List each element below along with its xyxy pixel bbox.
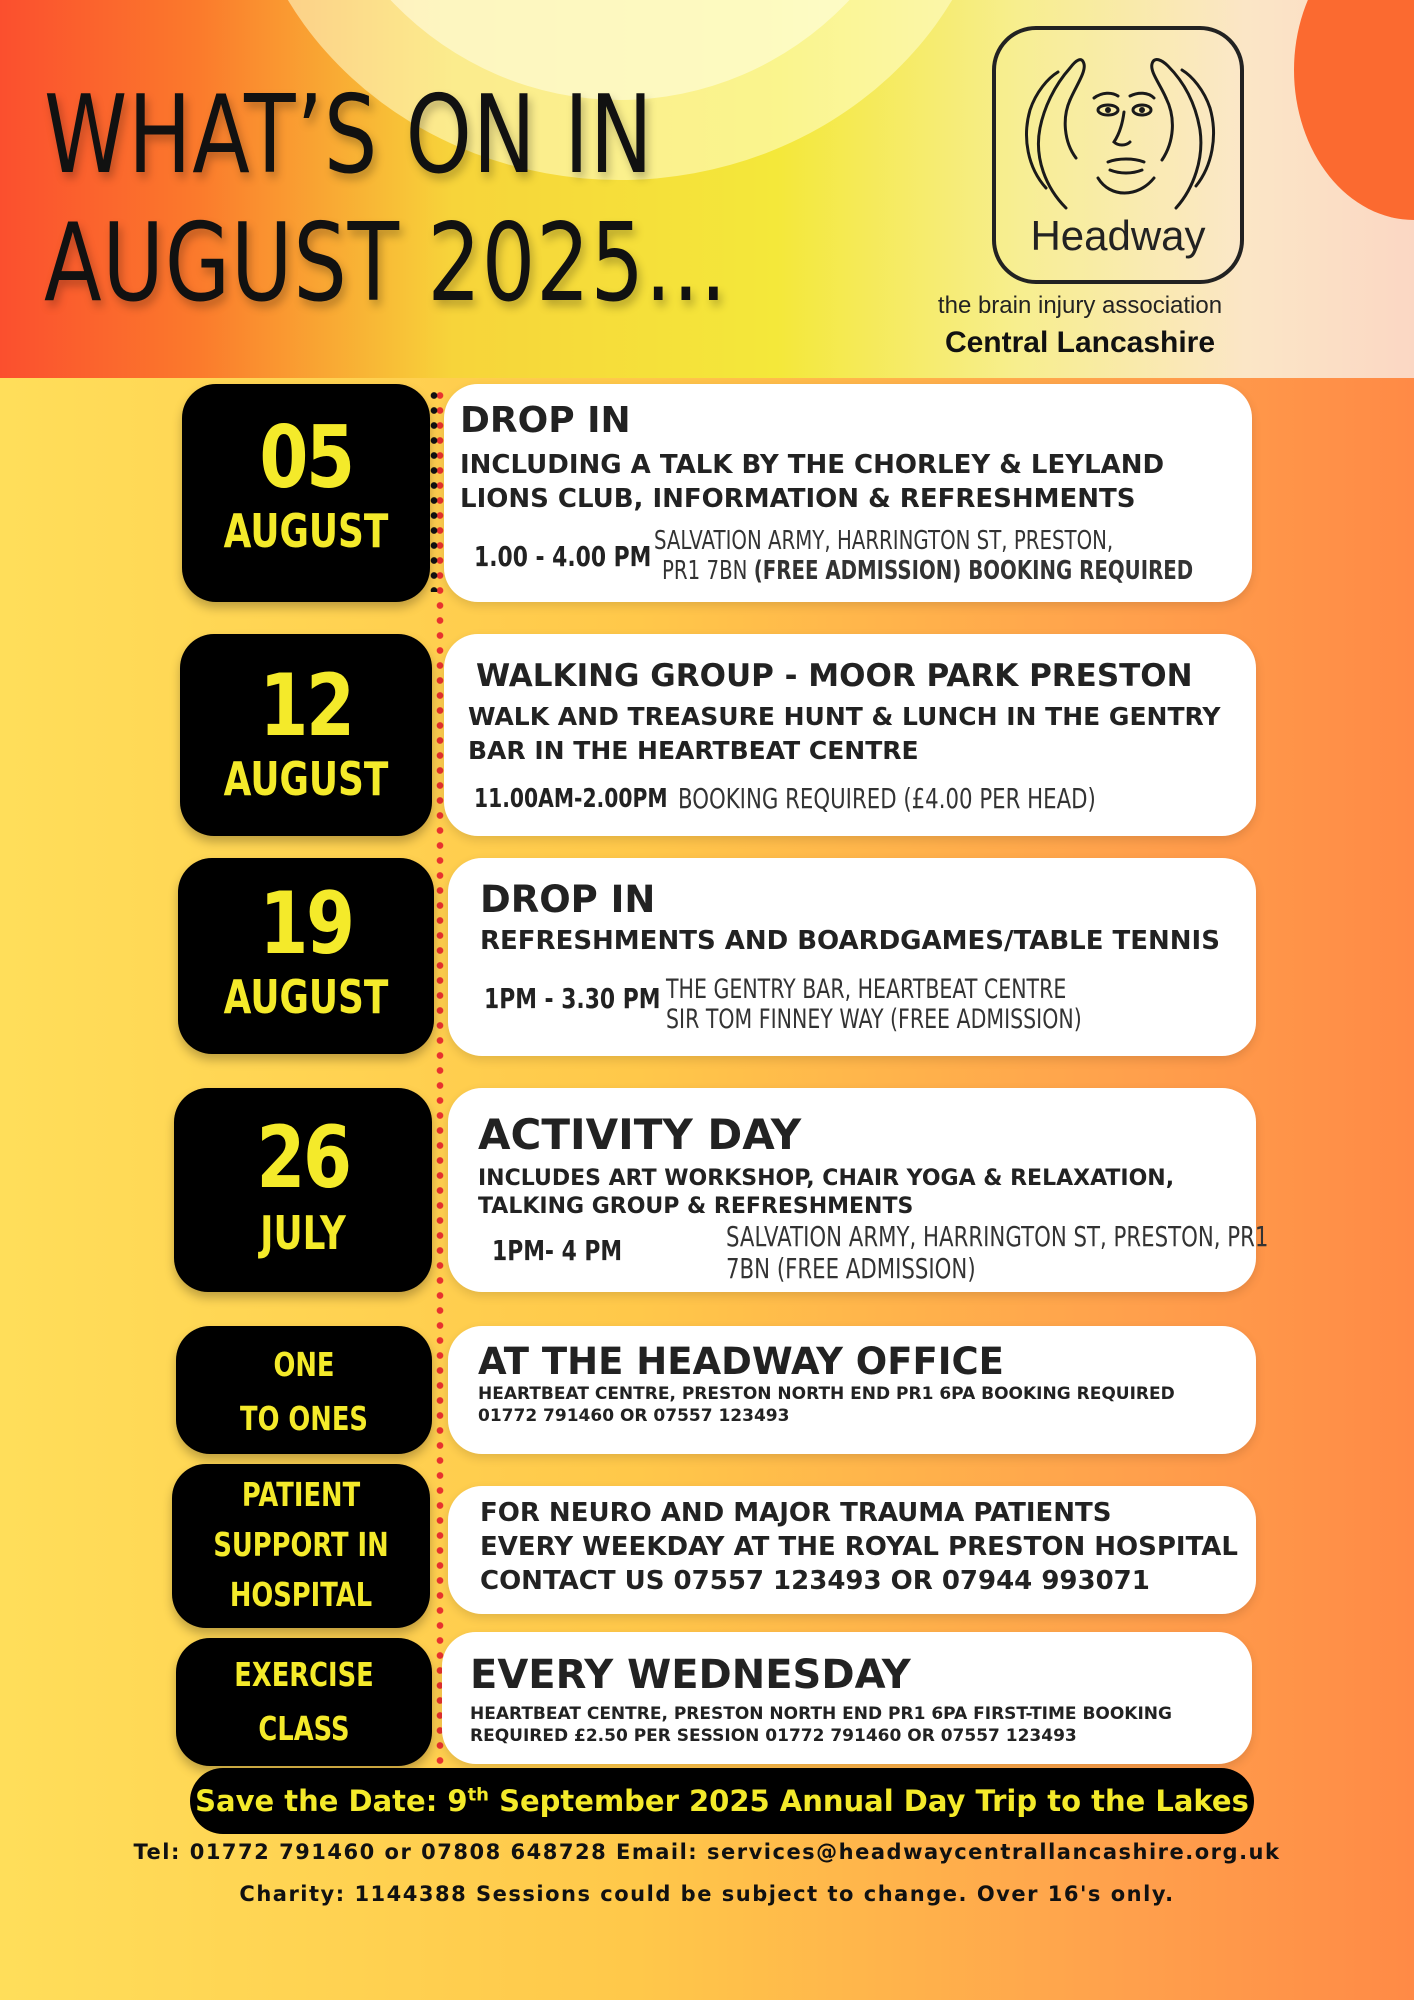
event-location: SALVATION ARMY, HARRINGTON ST, PRESTON, PR1	[726, 1220, 1269, 1253]
header-corner-shape	[1294, 0, 1414, 220]
date-month: JULY	[260, 1206, 346, 1260]
event-title: EVERY WEDNESDAY	[470, 1652, 911, 1698]
category-label: CLASS	[258, 1709, 350, 1748]
logo-tagline: the brain injury association	[937, 292, 1223, 319]
event-contact: REQUIRED £2.50 PER SESSION 01772 791460 OR 07557 123493	[470, 1726, 1077, 1746]
event-card	[448, 1486, 1256, 1614]
event-location	[662, 556, 1193, 586]
event-description-line: WALK AND TREASURE HUNT & LUNCH IN THE GENTRY	[468, 702, 1221, 731]
category-badge	[172, 1464, 430, 1628]
event-postcode: PR1 7BN	[662, 556, 754, 586]
logo-wordmark: Headway	[1030, 212, 1206, 259]
event-location: SALVATION ARMY, HARRINGTON ST, PRESTON,	[654, 526, 1114, 556]
date-badge	[180, 634, 432, 836]
save-date-prefix: Save the Date: 9	[195, 1784, 468, 1818]
event-description-line: FOR NEURO AND MAJOR TRAUMA PATIENTS	[480, 1498, 1112, 1528]
page-title	[44, 72, 728, 328]
event-description-line: INCLUDING A TALK BY THE CHORLEY & LEYLAND	[460, 450, 1165, 480]
save-date-suffix: September 2025 Annual Day Trip to the Lakes	[489, 1784, 1249, 1818]
date-month: AUGUST	[223, 504, 389, 558]
category-label: PATIENT	[241, 1475, 361, 1514]
event-description-line: TALKING GROUP & REFRESHMENTS	[478, 1194, 914, 1219]
event-contact: CONTACT US 07557 123493 OR 07944 993071	[480, 1566, 1150, 1596]
event-title: DROP IN	[460, 400, 631, 441]
event-card	[448, 858, 1256, 1056]
organisation-name: Central Lancashire	[944, 326, 1216, 359]
event-description-line: HEARTBEAT CENTRE, PRESTON NORTH END PR1 6PA FIRST-TIME BOOKING	[470, 1704, 1172, 1724]
footer-charity: Charity: 1144388 Sessions could be subject to change. Over 16's only.	[239, 1882, 1175, 1906]
event-title: WALKING GROUP - MOOR PARK PRESTON	[476, 658, 1193, 694]
event-description-line: EVERY WEEKDAY AT THE ROYAL PRESTON HOSPITAL	[480, 1532, 1238, 1562]
category-label: ONE	[273, 1345, 335, 1384]
event-card	[448, 1088, 1269, 1292]
event-description-line: INCLUDES ART WORKSHOP, CHAIR YOGA & RELAXATION,	[478, 1166, 1175, 1191]
date-day: 12	[259, 656, 353, 756]
event-admission: (FREE ADMISSION) BOOKING REQUIRED	[753, 556, 1194, 586]
event-description-line: HEARTBEAT CENTRE, PRESTON NORTH END PR1 6PA BOOKING REQUIRED	[478, 1384, 1175, 1404]
event-title: AT THE HEADWAY OFFICE	[478, 1340, 1004, 1383]
event-card	[444, 634, 1256, 836]
event-contact: 01772 791460 OR 07557 123493	[478, 1406, 790, 1426]
event-card	[448, 1326, 1256, 1454]
event-description-line: LIONS CLUB, INFORMATION & REFRESHMENTS	[460, 484, 1136, 514]
category-label: SUPPORT IN	[213, 1525, 389, 1564]
event-card	[442, 1632, 1252, 1764]
category-badge	[176, 1326, 432, 1454]
save-date-ordinal: th	[467, 1784, 489, 1806]
event-time: 11.00AM-2.00PM	[474, 784, 668, 814]
event-time: 1.00 - 4.00 PM	[474, 540, 652, 573]
date-day: 05	[259, 408, 353, 508]
date-day: 26	[256, 1108, 350, 1208]
title-line-2: AUGUST 2025...	[44, 201, 728, 326]
event-location: 7BN (FREE ADMISSION)	[726, 1252, 976, 1285]
date-badge	[182, 384, 430, 602]
event-location: THE GENTRY BAR, HEARTBEAT CENTRE	[666, 974, 1067, 1005]
date-day: 19	[259, 874, 353, 974]
event-time: 1PM - 3.30 PM	[484, 982, 661, 1015]
headway-logo	[992, 26, 1244, 284]
event-description-line: REFRESHMENTS AND BOARDGAMES/TABLE TENNIS	[480, 926, 1220, 956]
date-badge	[178, 858, 434, 1054]
event-card	[444, 384, 1252, 602]
event-time: 1PM- 4 PM	[492, 1234, 623, 1267]
date-badge	[174, 1088, 432, 1292]
event-location: SIR TOM FINNEY WAY (FREE ADMISSION)	[666, 1004, 1082, 1035]
event-title: DROP IN	[480, 878, 656, 921]
date-month: AUGUST	[223, 752, 389, 806]
face-hands-icon	[1006, 38, 1230, 218]
category-badge	[176, 1638, 432, 1766]
date-month: AUGUST	[223, 970, 389, 1024]
event-description-line: BAR IN THE HEARTBEAT CENTRE	[468, 736, 919, 765]
timeline-dots	[436, 388, 444, 1778]
footer-contact: Tel: 01772 791460 or 07808 648728 Email: services@headwaycentrallancashire.org.uk	[133, 1840, 1281, 1864]
category-label: EXERCISE	[234, 1655, 374, 1694]
event-title: ACTIVITY DAY	[478, 1110, 802, 1159]
category-label: TO ONES	[240, 1399, 368, 1438]
event-location: BOOKING REQUIRED (£4.00 PER HEAD)	[678, 782, 1096, 815]
title-line-1: WHAT’S ON IN	[44, 73, 654, 198]
category-label: HOSPITAL	[229, 1575, 373, 1614]
save-the-date-banner	[190, 1768, 1254, 1834]
timeline-dots-first	[430, 388, 438, 592]
